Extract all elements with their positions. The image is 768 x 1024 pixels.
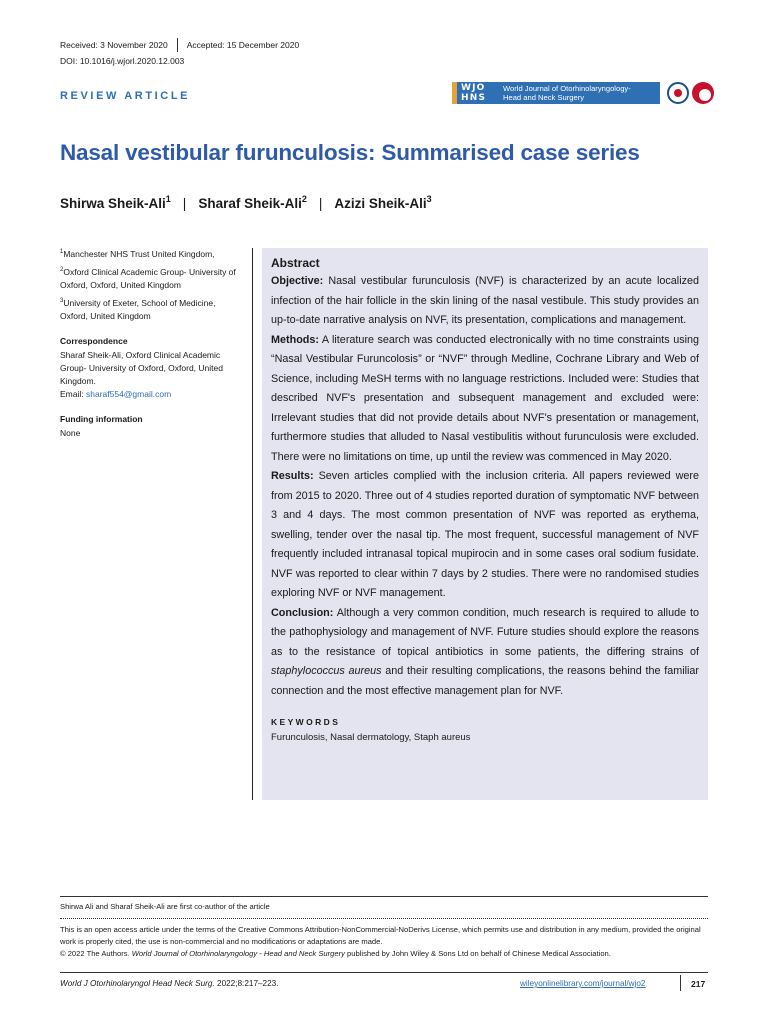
objective-label: Objective: — [271, 275, 324, 287]
co-author-note: Shirwa Ali and Sharaf Sheik-Ali are first co-author of the article — [60, 902, 270, 911]
doi: DOI: 10.1016/j.wjorl.2020.12.003 — [60, 56, 185, 66]
journal-url-link[interactable]: wileyonlinelibrary.com/journal/wjo2 — [520, 979, 646, 988]
abstract-box — [262, 248, 708, 800]
journal-logo — [452, 82, 660, 104]
column-divider — [252, 248, 253, 800]
author: Sharaf Sheik-Ali$^2$ — [198, 194, 307, 211]
affiliation: $^1$Manchester NHS Trust United Kingdom, — [60, 249, 215, 259]
conclusion-label: Conclusion: — [271, 606, 334, 619]
page-number-divider — [680, 975, 681, 991]
article-title: Nasal vestibular furunculosis: Summarised case series — [60, 140, 640, 165]
footer-dotted-rule — [60, 918, 708, 919]
conclusion-species: staphylococcus aureus — [271, 665, 382, 677]
methods-label: Methods: — [271, 333, 319, 346]
copyright: © 2022 The Authors. World Journal of Otorhinolaryngology - Head and Neck Surgery published by John Wiley & Sons Ltd on behalf of Chinese Medical Association. — [60, 948, 611, 958]
author-divider: | — [182, 196, 187, 211]
date-divider — [177, 38, 178, 52]
footer-bottom-rule — [60, 972, 708, 973]
journal-abbreviation: WJO HNS — [461, 83, 487, 103]
results-label: Results: — [271, 470, 314, 482]
author: Azizi Sheik-Ali$^3$ — [334, 194, 432, 211]
received-date: Received: 3 November 2020 — [60, 40, 168, 50]
article-type: REVIEW ARTICLE — [60, 90, 191, 102]
correspondence-email: Email: sharaf554@gmail.com — [60, 389, 172, 399]
article-dates — [60, 38, 299, 52]
methods-text: A literature search was conducted electronically with no time constraints using “Nasal Vestibular Furuncolosis” or “NVF” through Medline, Cochrane Library and Web of Science, including MeSH terms with no language restrictions. Included were: Studies that described NVF's presentation and subsequent management and excluded were: Irrelevant studies that did not provide details about NVF's presentation or management, furthermore studies that alluded to Nasal vestibulitis without furunculosis were excluded. There were no limitations on time, up until the review was commenced in May 2020. — [271, 333, 700, 463]
footer-rule — [60, 896, 708, 897]
keywords-heading: KEYWORDS — [271, 717, 341, 727]
funding-text: None — [60, 428, 81, 438]
affiliation: $^3$University of Exeter, School of Medicine, Oxford, United Kingdom — [60, 298, 216, 321]
funding-heading: Funding information — [60, 414, 143, 424]
article-info-sidebar — [60, 248, 245, 440]
license-note: This is an open access article under the terms of the Creative Commons Attribution-NonCommercial-NoDerivs License, which permits use and distribution in any medium, provided the original work is properly cited, the use is non-commercial and no modifications or adaptations are made. © 2022 The Authors. World Journal of Otorhinolaryngology - Head and Neck Surgery published by John Wiley & Sons Ltd on behalf of Chinese Medical Association. — [60, 925, 701, 958]
correspondence-heading: Correspondence — [60, 336, 128, 346]
accepted-date: Accepted: 15 December 2020 — [186, 40, 300, 50]
conclusion-text-end: and their resulting complications, the reasons behind the familiar connection and the most effective management plan for NVF. — [271, 665, 699, 697]
affiliation: $^2$Oxford Clinical Academic Group- University of Oxford, Oxford, United Kingdom — [60, 267, 236, 290]
keywords: Furunculosis, Nasal dermatology, Staph aureus — [271, 732, 471, 743]
author-list — [60, 196, 432, 211]
journal-name: World Journal of Otorhinolaryngology- Head and Neck Surgery — [503, 83, 631, 102]
abstract-body — [271, 272, 699, 701]
association-seal-icon — [692, 82, 714, 104]
society-seal-icon — [667, 82, 689, 104]
author: Shirwa Sheik-Ali$^1$ — [60, 194, 171, 211]
conclusion-text: Although a very common condition, much research is required to allude to the pathophysiology and management of NVF. Future studies should explore the reasons as to the resistance of topical antibiotics in some patients, the differing strains of — [271, 606, 700, 658]
abstract-heading: Abstract — [271, 256, 320, 270]
correspondence-text: Sharaf Sheik-Ali, Oxford Clinical Academic Group- University of Oxford, Oxford, United Kingdom. — [60, 350, 223, 386]
citation: World J Otorhinolaryngol Head Neck Surg. 2022;8:217–223. — [60, 979, 279, 988]
page-number: 217 — [691, 979, 706, 989]
email-link[interactable]: sharaf554@gmail.com — [86, 389, 172, 399]
objective-text: Nasal vestibular furunculosis (NVF) is characterized by an acute localized infection of the hair follicle in the skin lining of the nasal vestibule. This study provides an up-to-date narrative analysis on NVF, its presentation, complications and management. — [271, 275, 700, 326]
logo-accent-bar — [452, 82, 457, 104]
author-divider: | — [318, 196, 323, 211]
results-text: Seven articles complied with the inclusion criteria. All papers reviewed were from 2015 to 2020. Three out of 4 studies reported duration of symptomatic NVF between 3 and 4 days. The most common presentation of NVF was reported as erythema, swelling, tender over the nasal tip. The most frequent, successful management of NVF frequently included intranasal topical mupirocin and in some cases oral sodium fusidate. NVF was reported to clear within 7 days by 2 studies. There were no randomised studies exploring NVF or NVF management. — [271, 470, 700, 599]
